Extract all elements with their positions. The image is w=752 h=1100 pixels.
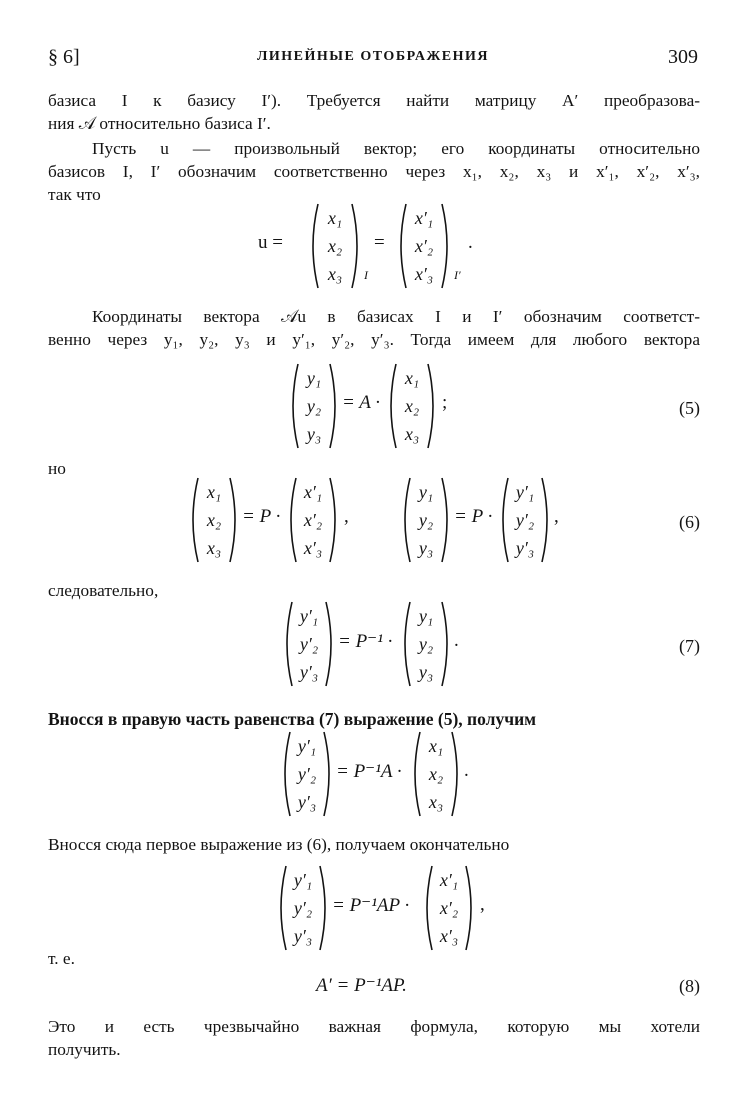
vector-entry: y₂: [418, 634, 434, 654]
text-line: базиса I к базису I′). Требуется найти матрицу A′ преобразова-: [48, 91, 700, 110]
comma: ,: [344, 506, 349, 527]
left-paren: [408, 730, 422, 818]
chapter-title: ЛИНЕЙНЫЕ ОТОБРАЖЕНИЯ: [256, 49, 490, 64]
vector-entry: y₂: [306, 396, 322, 416]
left-paren: [284, 476, 298, 564]
vector-entry: y′₂: [293, 898, 313, 918]
vector-entry: y₁: [418, 482, 434, 502]
vector-entry: x₂: [428, 764, 444, 784]
vector-entry: x₃: [206, 538, 222, 558]
vector-entry: y′₁: [515, 482, 535, 502]
left-paren: [398, 600, 412, 688]
column-vector: [300, 364, 328, 448]
vector-entry: x₂: [404, 396, 420, 416]
section-marker: § 6]: [48, 46, 80, 68]
eq-operator: = P⁻¹ ·: [338, 631, 393, 652]
vector-entry: y′₃: [299, 662, 319, 682]
left-paren: [420, 864, 434, 952]
equation-8: A′ = P⁻¹AP.: [316, 975, 407, 996]
vector-entry: x′₃: [439, 926, 459, 946]
eq-operator: = P ·: [242, 506, 281, 527]
vector-entry: y′₃: [515, 538, 535, 558]
right-paren: [450, 730, 464, 818]
text-line: Вносся в правую часть равенства (7) выражение (5), получим: [48, 709, 537, 729]
text-line: венно через y₁, y₂, y₃ и y′₁, y′₂, y′₃. Тогда имеем для любого вектора: [48, 330, 700, 349]
vector-entry: x₁: [327, 208, 343, 228]
equation-7: [280, 600, 490, 690]
eq-operator: = P⁻¹AP ·: [332, 895, 410, 916]
equation-final: [274, 864, 514, 954]
vector-entry: x′₂: [303, 510, 323, 530]
text-line: базисов I, I′ обозначим соответственно через x₁, x₂, x₃ и x′₁, x′₂, x′₃,: [48, 162, 700, 181]
vector-entry: y₃: [418, 538, 434, 558]
vector-entry: y′₂: [299, 634, 319, 654]
column-vector: [200, 478, 228, 562]
left-paren: [384, 362, 398, 450]
vector-entry: x₃: [428, 792, 444, 812]
vector-entry: y₁: [418, 606, 434, 626]
vector-entry: y₃: [306, 424, 322, 444]
column-vector: [398, 364, 426, 448]
eq-operator: = P ·: [454, 506, 493, 527]
left-paren: [186, 476, 200, 564]
vector-entry: x′₃: [303, 538, 323, 558]
text-line: получить.: [48, 1040, 121, 1059]
right-paren: [318, 864, 332, 952]
text-line: Пусть u — произвольный вектор; его координаты относительно: [92, 139, 700, 158]
vector-entry: x′₁: [414, 208, 434, 228]
equation-number: (5): [679, 398, 700, 418]
text-line: следовательно,: [48, 581, 159, 600]
vector-entry: y′₂: [297, 764, 317, 784]
text-line: Координаты вектора 𝒜u в базисах I и I′ обозначим соответст-: [92, 307, 700, 326]
vector-entry: x′₃: [414, 264, 434, 284]
vector-entry: y₃: [418, 662, 434, 682]
text-line: Вносся сюда первое выражение из (6), получаем окончательно: [48, 835, 510, 854]
vector-entry: y′₂: [515, 510, 535, 530]
left-paren: [398, 476, 412, 564]
column-vector: [320, 204, 350, 288]
column-vector: [294, 602, 324, 686]
vector-entry: y′₁: [297, 736, 317, 756]
vector-entry: y′₁: [299, 606, 319, 626]
vector-entry: x₁: [404, 368, 420, 388]
left-paren: [280, 600, 294, 688]
column-vector: [422, 732, 450, 816]
vector-entry: y′₃: [293, 926, 313, 946]
equation-u: [250, 202, 510, 292]
left-paren: [306, 202, 320, 290]
semicolon: ;: [442, 392, 448, 413]
right-paren: [426, 362, 440, 450]
vector-entry: y′₁: [293, 870, 313, 890]
eq-operator: = A ·: [342, 392, 380, 413]
period: .: [464, 760, 469, 781]
right-paren: [540, 476, 554, 564]
vector-entry: x′₂: [414, 236, 434, 256]
column-vector: [510, 478, 540, 562]
right-paren: [328, 362, 342, 450]
eq-operator: = P⁻¹A ·: [336, 761, 402, 782]
vector-entry: x₃: [404, 424, 420, 444]
right-paren: [322, 730, 336, 818]
right-paren: [440, 202, 454, 290]
right-paren: [228, 476, 242, 564]
left-paren: [496, 476, 510, 564]
vector-entry: x′₁: [439, 870, 459, 890]
vector-entry: x′₂: [439, 898, 459, 918]
right-paren: [350, 202, 364, 290]
vector-entry: x₁: [428, 736, 444, 756]
right-paren: [440, 476, 454, 564]
left-paren: [278, 730, 292, 818]
vector-entry: x′₁: [303, 482, 323, 502]
equation-intermediate: [278, 730, 508, 820]
eq-lhs: u =: [258, 232, 283, 253]
equals-sign: =: [374, 232, 385, 253]
basis-subscript: I: [364, 268, 368, 282]
right-paren: [328, 476, 342, 564]
column-vector: [298, 478, 328, 562]
column-vector: [292, 732, 322, 816]
vector-entry: x₂: [327, 236, 343, 256]
vector-entry: x₁: [206, 482, 222, 502]
running-header: [48, 46, 698, 72]
equation-number: (6): [679, 512, 700, 532]
column-vector: [288, 866, 318, 950]
text-line: но: [48, 459, 66, 478]
right-paren: [464, 864, 478, 952]
column-vector: [408, 204, 440, 288]
equation-number: (8): [679, 976, 700, 996]
comma: ,: [480, 894, 485, 915]
period: .: [468, 232, 473, 253]
column-vector: [412, 478, 440, 562]
right-paren: [324, 600, 338, 688]
right-paren: [440, 600, 454, 688]
vector-entry: x₃: [327, 264, 343, 284]
column-vector: [434, 866, 464, 950]
text-line: ния 𝒜 относительно базиса I′.: [48, 114, 271, 133]
column-vector: [412, 602, 440, 686]
vector-entry: y₂: [418, 510, 434, 530]
page-number: 309: [668, 46, 698, 68]
basis-subscript: I′: [454, 268, 461, 282]
left-paren: [274, 864, 288, 952]
text-line: Это и есть чрезвычайно важная формула, которую мы хотели: [48, 1017, 700, 1036]
vector-entry: y₁: [306, 368, 322, 388]
vector-entry: x₂: [206, 510, 222, 530]
period: .: [454, 630, 459, 651]
left-paren: [286, 362, 300, 450]
vector-entry: y′₃: [297, 792, 317, 812]
equation-5: [286, 362, 486, 452]
text-line: так что: [48, 185, 101, 204]
comma: ,: [554, 506, 559, 527]
left-paren: [394, 202, 408, 290]
equation-number: (7): [679, 636, 700, 656]
equation-6: [186, 476, 566, 566]
text-line: т. е.: [48, 949, 75, 968]
